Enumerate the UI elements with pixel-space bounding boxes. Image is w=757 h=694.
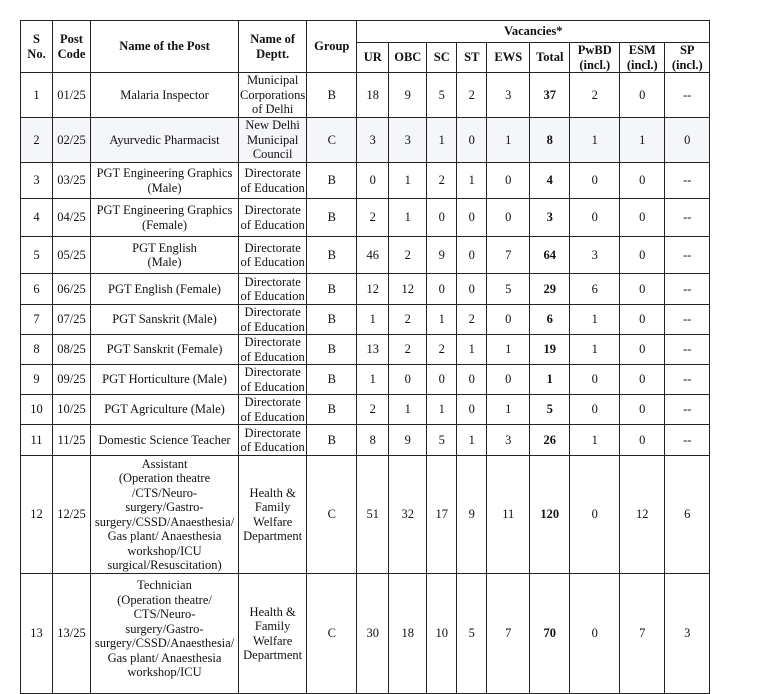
cell-sp: 3 [665,574,710,694]
cell-obc: 9 [389,73,427,118]
cell-ur: 1 [357,305,389,335]
cell-group: C [307,118,357,163]
cell-dept: Directorate of Education [239,365,307,395]
cell-sc: 5 [427,425,457,456]
header-total: Total [530,43,570,73]
cell-ur: 1 [357,365,389,395]
cell-sc: 0 [427,199,457,237]
cell-post: PGT Sanskrit (Male) [91,305,239,335]
cell-sp: 6 [665,456,710,574]
cell-ur: 13 [357,335,389,365]
cell-pwbd: 1 [570,118,620,163]
cell-ews: 3 [487,425,530,456]
cell-st: 0 [457,274,487,305]
table-row [21,199,710,237]
header-post-code: Post Code [53,21,91,73]
cell-sno: 13 [21,574,53,694]
cell-obc: 9 [389,425,427,456]
header-row-1 [21,21,710,43]
cell-group: B [307,365,357,395]
cell-ur: 3 [357,118,389,163]
cell-sc: 5 [427,73,457,118]
cell-post: Malaria Inspector [91,73,239,118]
cell-sno: 10 [21,395,53,425]
cell-sc: 10 [427,574,457,694]
header-obc: OBC [389,43,427,73]
header-pwbd: PwBD (incl.) [570,43,620,73]
cell-dept: Directorate of Education [239,274,307,305]
cell-obc: 18 [389,574,427,694]
cell-sp: -- [665,365,710,395]
cell-pwbd: 1 [570,305,620,335]
cell-sp: -- [665,305,710,335]
cell-obc: 1 [389,395,427,425]
cell-ur: 2 [357,395,389,425]
cell-sp: 0 [665,118,710,163]
cell-code: 11/25 [53,425,91,456]
cell-code: 13/25 [53,574,91,694]
cell-dept: New Delhi Municipal Council [239,118,307,163]
cell-st: 2 [457,73,487,118]
cell-pwbd: 2 [570,73,620,118]
cell-sp: -- [665,274,710,305]
cell-code: 05/25 [53,237,91,274]
cell-total: 64 [530,237,570,274]
cell-group: B [307,73,357,118]
table-row [21,305,710,335]
cell-pwbd: 0 [570,395,620,425]
cell-sc: 1 [427,118,457,163]
cell-obc: 2 [389,305,427,335]
cell-group: C [307,456,357,574]
table-row [21,274,710,305]
cell-ur: 2 [357,199,389,237]
cell-obc: 32 [389,456,427,574]
cell-sp: -- [665,237,710,274]
cell-st: 0 [457,365,487,395]
cell-ews: 11 [487,456,530,574]
cell-code: 03/25 [53,163,91,199]
cell-group: B [307,199,357,237]
table-row [21,574,710,694]
table-row [21,425,710,456]
cell-st: 9 [457,456,487,574]
cell-ur: 8 [357,425,389,456]
cell-code: 12/25 [53,456,91,574]
header-group: Group [307,21,357,73]
cell-post: PGT English (Male) [91,237,239,274]
cell-pwbd: 0 [570,365,620,395]
cell-pwbd: 6 [570,274,620,305]
cell-esm: 0 [620,305,665,335]
header-s-no: S No. [21,21,53,73]
cell-sc: 0 [427,274,457,305]
cell-code: 02/25 [53,118,91,163]
cell-post: PGT Agriculture (Male) [91,395,239,425]
cell-esm: 0 [620,199,665,237]
cell-ews: 0 [487,305,530,335]
cell-sp: -- [665,335,710,365]
cell-dept: Directorate of Education [239,305,307,335]
table-row [21,118,710,163]
cell-dept: Directorate of Education [239,425,307,456]
cell-dept: Directorate of Education [239,237,307,274]
cell-post: Assistant (Operation theatre /CTS/Neuro- surgery/Gastro- surgery/CSSD/Anaesthesia/ Gas plant/ Anaesthesia workshop/ICU surgical/Resuscitation) [91,456,239,574]
cell-ur: 18 [357,73,389,118]
cell-esm: 0 [620,395,665,425]
cell-group: B [307,395,357,425]
cell-pwbd: 0 [570,456,620,574]
header-vacancies: Vacancies* [357,21,710,43]
cell-dept: Directorate of Education [239,335,307,365]
cell-sc: 9 [427,237,457,274]
cell-ews: 1 [487,335,530,365]
cell-group: B [307,305,357,335]
cell-code: 04/25 [53,199,91,237]
cell-dept: Municipal Corporations of Delhi [240,73,306,117]
cell-sc: 1 [427,395,457,425]
table-row [21,163,710,199]
cell-total: 29 [530,274,570,305]
cell-total: 26 [530,425,570,456]
header-sc: SC [427,43,457,73]
cell-dept: Directorate of Education [239,163,307,199]
cell-esm: 7 [620,574,665,694]
header-dept: Name of Deptt. [239,21,307,73]
cell-post: PGT Horticulture (Male) [91,365,239,395]
cell-sno: 6 [21,274,53,305]
cell-sno: 9 [21,365,53,395]
cell-total: 120 [530,456,570,574]
cell-code: 10/25 [53,395,91,425]
cell-post: Ayurvedic Pharmacist [91,118,239,163]
cell-ews: 0 [487,365,530,395]
cell-sno: 1 [21,73,53,118]
cell-dept: Health & Family Welfare Department [239,456,307,574]
cell-st: 0 [457,199,487,237]
cell-sno: 4 [21,199,53,237]
cell-total: 6 [530,305,570,335]
cell-ur: 0 [357,163,389,199]
cell-total: 4 [530,163,570,199]
cell-ews: 1 [487,118,530,163]
cell-post: Domestic Science Teacher [91,425,239,456]
cell-ews: 7 [487,574,530,694]
cell-st: 5 [457,574,487,694]
cell-ur: 51 [357,456,389,574]
cell-sc: 17 [427,456,457,574]
cell-st: 0 [457,237,487,274]
cell-obc: 3 [389,118,427,163]
cell-st: 1 [457,163,487,199]
cell-total: 37 [530,73,570,118]
table-row [21,335,710,365]
cell-ews: 1 [487,395,530,425]
cell-obc: 12 [389,274,427,305]
cell-group: C [307,574,357,694]
table-row [21,237,710,274]
cell-esm: 12 [620,456,665,574]
cell-code: 06/25 [53,274,91,305]
cell-sno: 2 [21,118,53,163]
cell-post: PGT Engineering Graphics (Female) [91,199,239,237]
cell-ews: 5 [487,274,530,305]
cell-obc: 0 [389,365,427,395]
cell-total: 3 [530,199,570,237]
cell-pwbd: 0 [570,163,620,199]
cell-pwbd: 1 [570,335,620,365]
cell-sp: -- [665,395,710,425]
cell-sno: 11 [21,425,53,456]
cell-esm: 0 [620,335,665,365]
header-ews: EWS [487,43,530,73]
cell-sc: 2 [427,335,457,365]
cell-code: 07/25 [53,305,91,335]
header-ur: UR [357,43,389,73]
cell-esm: 1 [620,118,665,163]
cell-ews: 0 [487,163,530,199]
cell-sno: 8 [21,335,53,365]
cell-pwbd: 3 [570,237,620,274]
header-sp: SP (incl.) [665,43,710,73]
cell-total: 5 [530,395,570,425]
cell-esm: 0 [620,73,665,118]
cell-sc: 1 [427,305,457,335]
cell-sno: 12 [21,456,53,574]
cell-pwbd: 1 [570,425,620,456]
cell-esm: 0 [620,425,665,456]
cell-st: 2 [457,305,487,335]
cell-code: 08/25 [53,335,91,365]
vacancy-table [20,20,710,694]
cell-group: B [307,425,357,456]
cell-dept: Directorate of Education [239,199,307,237]
header-esm: ESM (incl.) [620,43,665,73]
cell-sp: -- [665,199,710,237]
cell-group: B [307,163,357,199]
cell-sno: 7 [21,305,53,335]
cell-st: 0 [457,118,487,163]
cell-ur: 30 [357,574,389,694]
cell-esm: 0 [620,163,665,199]
cell-post: Technician (Operation theatre/ CTS/Neuro- surgery/Gastro- surgery/CSSD/Anaesthesia/ Gas plant/ Anaesthesia workshop/ICU [91,574,239,694]
cell-total: 1 [530,365,570,395]
cell-esm: 0 [620,237,665,274]
header-post-name: Name of the Post [91,21,239,73]
cell-sp: -- [665,163,710,199]
cell-obc: 1 [389,199,427,237]
cell-sp: -- [665,73,710,118]
cell-obc: 2 [389,237,427,274]
cell-esm: 0 [620,365,665,395]
cell-code: 09/25 [53,365,91,395]
cell-ur: 46 [357,237,389,274]
cell-sc: 0 [427,365,457,395]
cell-obc: 2 [389,335,427,365]
cell-code: 01/25 [53,73,91,118]
cell-sno: 3 [21,163,53,199]
cell-total: 70 [530,574,570,694]
cell-post: PGT English (Female) [91,274,239,305]
table-row [21,73,710,118]
cell-sc: 2 [427,163,457,199]
cell-total: 19 [530,335,570,365]
cell-st: 1 [457,425,487,456]
cell-dept: Health & Family Welfare Department [239,574,307,694]
cell-group: B [307,335,357,365]
cell-ews: 7 [487,237,530,274]
table-row [21,456,710,574]
cell-group: B [307,237,357,274]
table-row [21,365,710,395]
cell-sno: 5 [21,237,53,274]
cell-obc: 1 [389,163,427,199]
cell-total: 8 [530,118,570,163]
cell-ur: 12 [357,274,389,305]
cell-ews: 3 [487,73,530,118]
cell-post: PGT Sanskrit (Female) [91,335,239,365]
cell-post: PGT Engineering Graphics (Male) [91,163,239,199]
header-st: ST [457,43,487,73]
cell-pwbd: 0 [570,574,620,694]
cell-dept: Directorate of Education [239,395,307,425]
cell-st: 0 [457,395,487,425]
cell-esm: 0 [620,274,665,305]
cell-group: B [307,274,357,305]
cell-pwbd: 0 [570,199,620,237]
cell-st: 1 [457,335,487,365]
table-row [21,395,710,425]
cell-ews: 0 [487,199,530,237]
cell-sp: -- [665,425,710,456]
